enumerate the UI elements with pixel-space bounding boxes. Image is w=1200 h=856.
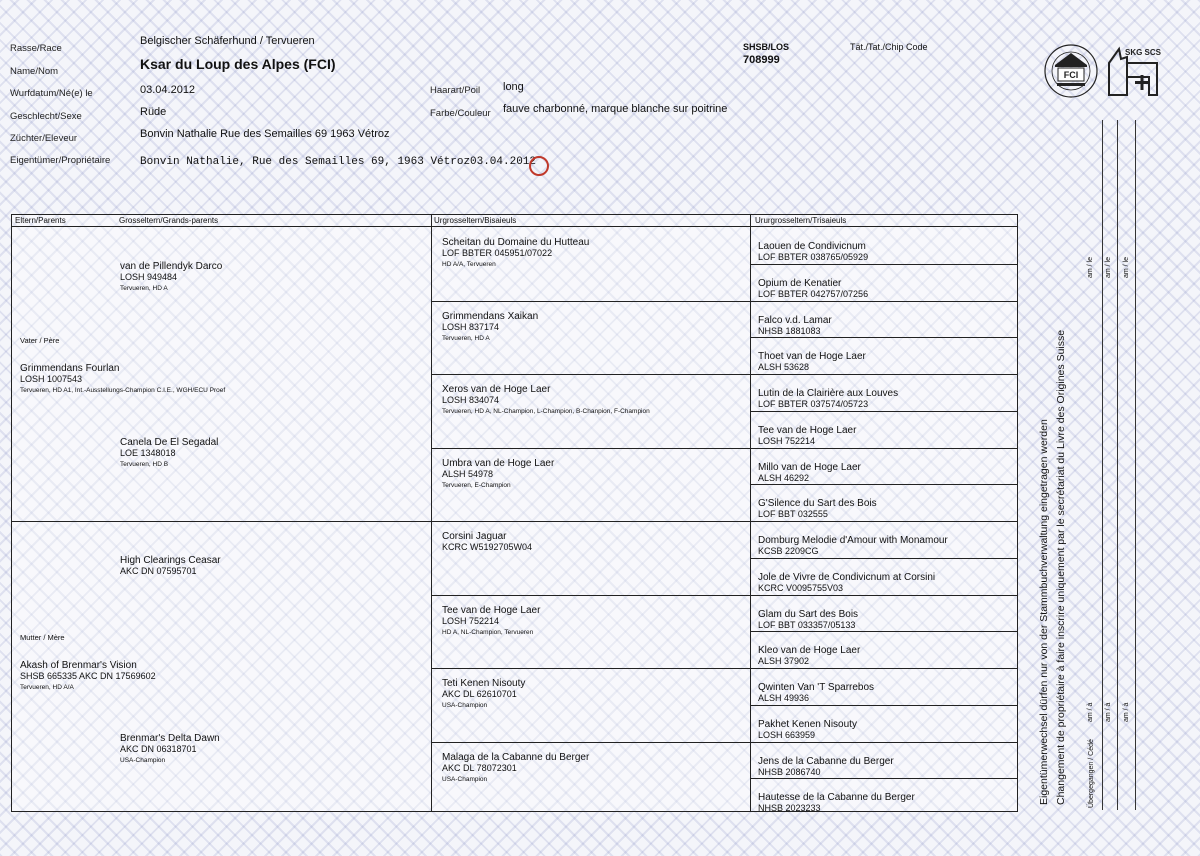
owner-date: 03.04.2012 bbox=[470, 156, 537, 168]
gg-grandparent-name: Tee van de Hoge Laer bbox=[758, 424, 857, 436]
am-a-label: am / à bbox=[1123, 702, 1130, 722]
gg-grandparent-reg: LOF BBTER 038765/05929 bbox=[758, 252, 869, 262]
great-row-divider bbox=[431, 374, 1017, 375]
grandparent-reg: AKC DN 07595701 bbox=[120, 566, 197, 576]
grandparent-titles: Tervueren, HD A bbox=[120, 285, 168, 292]
sire-entry bbox=[20, 363, 225, 396]
dob-value: 03.04.2012 bbox=[140, 84, 196, 96]
dog-name: Ksar du Loup des Alpes (FCI) bbox=[140, 56, 336, 72]
gg-grandparent-reg: NHSB 2086740 bbox=[758, 766, 821, 777]
gg-grandparent-reg: LOF BBTER 037574/05723 bbox=[758, 399, 869, 409]
great-grandparent-entry bbox=[442, 458, 554, 491]
gg-grandparent-entry bbox=[758, 498, 877, 520]
gg-grandparent-entry bbox=[758, 315, 832, 337]
pedigree-table bbox=[11, 214, 1018, 812]
gg-grandparent-entry bbox=[758, 388, 898, 410]
gg-grandparent-entry bbox=[758, 609, 858, 631]
am-a-label: am / à bbox=[1087, 702, 1094, 722]
great-grandparent-reg: ALSH 54978 bbox=[442, 468, 494, 479]
sire-name: Grimmendans Fourlan bbox=[20, 363, 120, 374]
grandparent-name: Brenmar's Delta Dawn bbox=[120, 733, 220, 744]
grandparent-name: van de Pillendyk Darco bbox=[120, 261, 223, 272]
gg-grandparent-reg: LOSH 663959 bbox=[758, 729, 816, 740]
great-grandparent-entry bbox=[442, 311, 538, 344]
great-row-divider bbox=[431, 668, 1017, 669]
great-grandparent-name: Corsini Jaguar bbox=[442, 531, 507, 542]
great-grandparent-reg: LOSH 752214 bbox=[442, 615, 500, 626]
great-grandparent-name: Xeros van de Hoge Laer bbox=[442, 384, 551, 395]
gg-grandparent-name: Lutin de la Clairière aux Louves bbox=[758, 388, 899, 399]
great-grandparent-titles: HD A, NL-Champion, Tervueren bbox=[442, 628, 534, 636]
great-grandparent-name: Grimmendans Xaikan bbox=[442, 310, 539, 322]
skg-logo bbox=[1105, 43, 1161, 99]
sire-titles: Tervueren, HD A1, Int.-Ausstellungs-Champion C.I.E., WGH/ECU Proef bbox=[20, 387, 226, 394]
great-grandparent-entry bbox=[442, 752, 589, 785]
gg-grandparent-reg: LOSH 752214 bbox=[758, 435, 816, 446]
breed-value: Belgischer Schäferhund / Tervueren bbox=[140, 35, 315, 47]
header-greatgreat: Ururgrosseltern/Trisaieuls bbox=[755, 216, 847, 225]
transfer-note-fr: Changement de propriétaire à faire inscrire uniquement par le secrétariat du Livre des Origines Suisse bbox=[1055, 329, 1067, 805]
gg-grandparent-reg: LOF BBT 032555 bbox=[758, 509, 828, 520]
sire-role: Vater / Père bbox=[20, 336, 60, 345]
gg-grandparent-name: Millo van de Hoge Laer bbox=[758, 461, 861, 473]
great-grandparent-titles: USA-Champion bbox=[442, 702, 488, 709]
gg-grandparent-name: Laouen de Condivicnum bbox=[758, 241, 866, 252]
dam-entry bbox=[20, 660, 156, 693]
studbook-number: 708999 bbox=[743, 54, 780, 66]
transfer-line bbox=[1135, 120, 1136, 810]
great-grandparent-reg: LOSH 837174 bbox=[442, 321, 500, 332]
sex-value: Rüde bbox=[140, 106, 167, 118]
gg-grandparent-reg: NHSB 1881083 bbox=[758, 325, 821, 336]
am-a-label: am / à bbox=[1105, 702, 1112, 722]
gg-grandparent-entry bbox=[758, 682, 874, 704]
gg-row-divider bbox=[750, 264, 1017, 265]
gg-grandparent-entry bbox=[758, 462, 861, 484]
great-grandparent-name: Malaga de la Cabanne du Berger bbox=[442, 751, 590, 763]
dam-titles: Tervueren, HD A/A bbox=[20, 684, 74, 691]
gg-row-divider bbox=[750, 631, 1017, 632]
gg-grandparent-name: G'Silence du Sart des Bois bbox=[758, 498, 877, 510]
great-grandparent-reg: LOF BBTER 045951/07022 bbox=[442, 248, 553, 258]
gg-grandparent-name: Domburg Melodie d'Amour with Monamour bbox=[758, 535, 948, 546]
grandparent-reg: LOSH 949484 bbox=[120, 272, 178, 282]
great-grandparent-entry bbox=[442, 237, 589, 270]
gg-grandparent-name: Thoet van de Hoge Laer bbox=[758, 351, 866, 363]
dam-name: Akash of Brenmar's Vision bbox=[20, 660, 137, 671]
header-great: Urgrosseltern/Bisaieuls bbox=[434, 216, 517, 225]
gg-grandparent-name: Kleo van de Hoge Laer bbox=[758, 645, 861, 657]
dam-role: Mutter / Mère bbox=[20, 633, 65, 642]
gg-grandparent-entry bbox=[758, 792, 915, 814]
great-grandparent-titles: Tervueren, HD A, NL-Champion, L-Champion, B-Chanpion, F-Champion bbox=[442, 408, 650, 415]
gg-grandparent-name: Jole de Vivre de Condivicnum at Corsini bbox=[758, 571, 936, 583]
gg-grandparent-reg: ALSH 49936 bbox=[758, 693, 810, 703]
owner-value: Bonvin Nathalie, Rue des Semailles 69, 1963 Vétroz bbox=[140, 156, 471, 168]
grandparent-name: High Clearings Ceasar bbox=[120, 555, 221, 566]
gg-grandparent-reg: KCSB 2209CG bbox=[758, 546, 819, 556]
gg-grandparent-entry bbox=[758, 241, 868, 263]
coat-value: long bbox=[503, 81, 524, 93]
studbook-label: SHSB/LOS bbox=[743, 42, 790, 52]
gg-grandparent-reg: KCRC V0095755V03 bbox=[758, 582, 844, 593]
svg-text:SKG SCS: SKG SCS bbox=[1124, 48, 1161, 57]
sire-reg: LOSH 1007543 bbox=[20, 374, 83, 384]
gg-row-divider bbox=[750, 778, 1017, 779]
grandparent-entry bbox=[120, 437, 218, 470]
gg-grandparent-entry bbox=[758, 719, 857, 741]
gg-row-divider bbox=[750, 705, 1017, 706]
great-grandparent-name: Scheitan du Domaine du Hutteau bbox=[442, 237, 590, 248]
great-row-divider bbox=[431, 301, 1017, 302]
gg-grandparent-name: Glam du Sart des Bois bbox=[758, 608, 859, 620]
gg-row-divider bbox=[750, 411, 1017, 412]
great-grandparent-name: Umbra van de Hoge Laer bbox=[442, 457, 555, 469]
sex-label: Geschlecht/Sexe bbox=[10, 111, 82, 122]
grandparent-name: Canela De El Segadal bbox=[120, 437, 219, 448]
great-grandparent-reg: AKC DL 78072301 bbox=[442, 762, 517, 773]
great-grandparent-titles: HD A/A, Tervueren bbox=[442, 261, 496, 268]
great-grandparent-reg: LOSH 834074 bbox=[442, 395, 500, 405]
name-label: Name/Nom bbox=[10, 66, 59, 77]
gg-grandparent-name: Hautesse de la Cabanne du Berger bbox=[758, 792, 915, 804]
gg-grandparent-name: Jens de la Cabanne du Berger bbox=[758, 755, 894, 767]
great-grandparent-entry bbox=[442, 531, 532, 553]
gg-grandparent-entry bbox=[758, 351, 866, 373]
divider bbox=[431, 215, 432, 811]
great-grandparent-reg: KCRC W5192705W04 bbox=[442, 542, 533, 552]
fci-logo bbox=[1043, 43, 1099, 99]
great-row-divider bbox=[431, 448, 1017, 449]
gg-grandparent-name: Qwinten Van 'T Sparrebos bbox=[758, 682, 875, 693]
color-label: Farbe/Couleur bbox=[430, 108, 491, 119]
transferred-label: Übergegangen / Cédé bbox=[1088, 739, 1095, 808]
am-le-label: am / le bbox=[1123, 256, 1130, 278]
gg-grandparent-reg: NHSB 2023233 bbox=[758, 803, 821, 814]
great-grandparent-titles: Tervueren, E-Champion bbox=[442, 481, 511, 489]
great-row-divider bbox=[431, 595, 1017, 596]
great-grandparent-titles: Tervueren, HD A bbox=[442, 334, 490, 342]
great-grandparent-reg: AKC DL 62610701 bbox=[442, 689, 517, 699]
great-grandparent-titles: USA-Champion bbox=[442, 775, 488, 783]
gg-grandparent-name: Opium de Kenatier bbox=[758, 277, 842, 289]
great-row-divider bbox=[431, 742, 1017, 743]
transfer-line bbox=[1102, 120, 1103, 810]
gg-row-divider bbox=[750, 337, 1017, 338]
color-value: fauve charbonné, marque blanche sur poitrine bbox=[503, 103, 728, 115]
owner-label: Eigentümer/Propriétaire bbox=[10, 155, 111, 166]
gg-grandparent-entry bbox=[758, 756, 894, 778]
gg-grandparent-name: Pakhet Kenen Nisouty bbox=[758, 718, 857, 730]
grandparent-titles: Tervueren, HD B bbox=[120, 461, 169, 468]
gg-grandparent-entry bbox=[758, 645, 860, 667]
gg-row-divider bbox=[750, 558, 1017, 559]
tattoo-label: Tät./Tat./Chip Code bbox=[850, 42, 928, 52]
great-grandparent-entry bbox=[442, 384, 650, 417]
seal-stamp bbox=[529, 156, 549, 176]
coat-label: Haarart/Poil bbox=[430, 85, 481, 96]
great-grandparent-name: Tee van de Hoge Laer bbox=[442, 604, 541, 616]
dam-reg: SHSB 665335 AKC DN 17569602 bbox=[20, 671, 156, 681]
great-grandparent-name: Teti Kenen Nisouty bbox=[442, 678, 526, 689]
grandparent-reg: LOE 1348018 bbox=[120, 448, 176, 458]
gg-grandparent-reg: LOF BBTER 042757/07256 bbox=[758, 288, 869, 299]
grandparent-reg: AKC DN 06318701 bbox=[120, 744, 197, 754]
breeder-value: Bonvin Nathalie Rue des Semailles 69 1963 Vétroz bbox=[140, 128, 390, 140]
transfer-line bbox=[1117, 120, 1118, 810]
grandparent-entry bbox=[120, 733, 220, 766]
gg-grandparent-entry bbox=[758, 278, 868, 300]
gg-grandparent-entry bbox=[758, 572, 935, 594]
am-le-label: am / le bbox=[1087, 256, 1094, 278]
gg-grandparent-reg: ALSH 37902 bbox=[758, 656, 810, 667]
am-le-label: am / le bbox=[1105, 256, 1112, 278]
gg-grandparent-reg: ALSH 53628 bbox=[758, 362, 810, 373]
gg-row-divider bbox=[750, 484, 1017, 485]
grandparent-entry bbox=[120, 261, 222, 294]
gg-grandparent-entry bbox=[758, 535, 948, 557]
header-parents: Eltern/Parents bbox=[15, 216, 66, 225]
gg-grandparent-name: Falco v.d. Lamar bbox=[758, 314, 832, 326]
breed-label: Rasse/Race bbox=[10, 43, 62, 54]
svg-text:FCI: FCI bbox=[1063, 70, 1079, 80]
grandparent-titles: USA-Champion bbox=[120, 757, 166, 764]
gg-grandparent-reg: LOF BBT 033357/05133 bbox=[758, 619, 856, 630]
dob-label: Wurfdatum/Né(e) le bbox=[10, 88, 93, 99]
gg-grandparent-reg: ALSH 46292 bbox=[758, 472, 810, 483]
great-grandparent-entry bbox=[442, 605, 540, 638]
header-grandparents: Grosseltern/Grands-parents bbox=[119, 216, 219, 225]
breeder-label: Züchter/Eleveur bbox=[10, 133, 78, 144]
gg-grandparent-entry bbox=[758, 425, 856, 447]
great-grandparent-entry bbox=[442, 678, 525, 711]
grandparent-entry bbox=[120, 555, 221, 577]
divider bbox=[750, 215, 751, 811]
transfer-note-de: Eigentümerwechsel dürfen nur von der Stammbuchverwaltung eingetragen werden bbox=[1038, 419, 1050, 805]
great-row-divider bbox=[431, 521, 1017, 522]
